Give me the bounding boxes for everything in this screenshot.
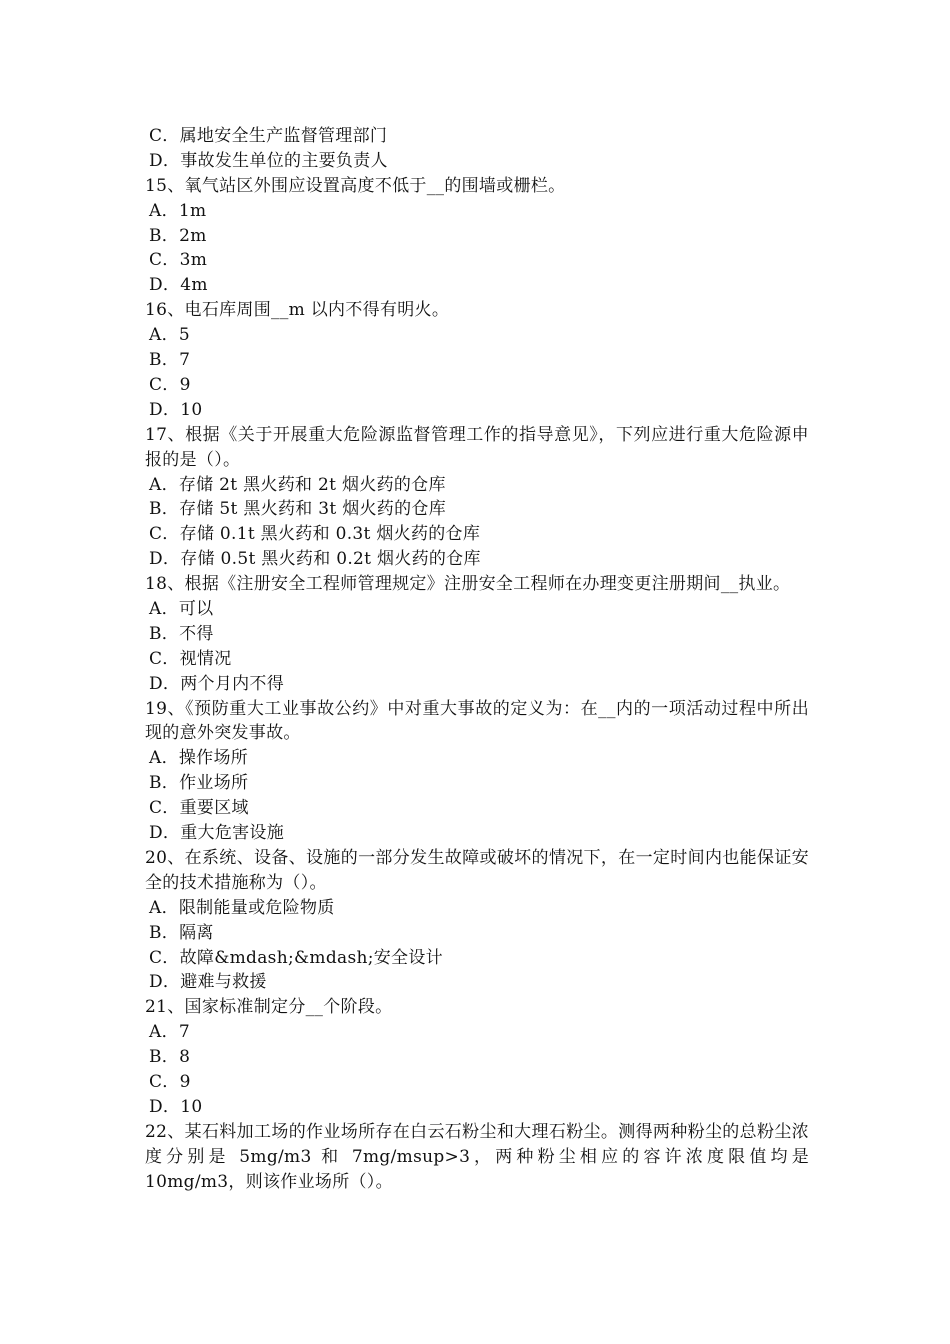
answer-option: B．作业场所 <box>149 773 249 794</box>
answer-option: B．7 <box>149 350 191 371</box>
question-text: 17、根据《关于开展重大危险源监督管理工作的指导意见》，下列应进行重大危险源申报的是（）。 <box>145 424 809 470</box>
answer-option: D．存储 0.5t 黑火药和 0.2t 烟火药的仓库 <box>149 549 481 570</box>
answer-option: A．5 <box>149 325 190 346</box>
answer-option: D．两个月内不得 <box>149 673 285 694</box>
question-text: 15、氧气站区外围应设置高度不低于__的围墙或栅栏。 <box>145 175 566 196</box>
answer-option: D．避难与救援 <box>149 972 267 993</box>
answer-option: A．存储 2t 黑火药和 2t 烟火药的仓库 <box>149 474 446 495</box>
answer-option: D．重大危害设施 <box>149 823 285 844</box>
answer-option: B．隔离 <box>149 922 214 943</box>
answer-option: B．存储 5t 黑火药和 3t 烟火药的仓库 <box>149 499 447 520</box>
answer-option: D．4m <box>149 275 208 296</box>
answer-option: C．9 <box>149 1071 191 1092</box>
answer-option: C．属地安全生产监督管理部门 <box>149 126 388 146</box>
answer-option: D．事故发生单位的主要负责人 <box>149 150 388 171</box>
question-text: 18、根据《注册安全工程师管理规定》注册安全工程师在办理变更注册期间__执业。 <box>145 574 791 595</box>
answer-option: A．限制能量或危险物质 <box>149 897 335 918</box>
answer-option: C．重要区域 <box>149 798 249 819</box>
answer-option: B．2m <box>149 225 207 246</box>
answer-option: A．1m <box>149 200 207 221</box>
answer-option: C．视情况 <box>149 648 232 669</box>
answer-option: A．操作场所 <box>149 748 249 769</box>
answer-option: C．存储 0.1t 黑火药和 0.3t 烟火药的仓库 <box>149 524 481 545</box>
answer-option: C．故障&mdash;&mdash;安全设计 <box>149 947 443 968</box>
answer-option: A．可以 <box>149 598 214 619</box>
question-text: 16、电石库周围__m 以内不得有明火。 <box>145 300 450 321</box>
question-text: 19、《预防重大工业事故公约》中对重大事故的定义为：在__内的一项活动过程中所出现的意外突发事故。 <box>145 698 809 744</box>
answer-option: C．3m <box>149 250 208 271</box>
answer-option: A．7 <box>149 1022 190 1043</box>
question-text: 20、在系统、设备、设施的一部分发生故障或破坏的情况下，在一定时间内也能保证安全的技术措施称为（）。 <box>145 847 809 893</box>
answer-option: B．不得 <box>149 623 214 644</box>
answer-option: D．10 <box>149 399 203 420</box>
answer-option: D．10 <box>149 1096 203 1117</box>
question-text: 21、国家标准制定分__个阶段。 <box>145 997 393 1018</box>
answer-option: C．9 <box>149 374 191 395</box>
answer-option: B．8 <box>149 1047 191 1068</box>
question-text: 22、某石料加工场的作业场所存在白云石粉尘和大理石粉尘。测得两种粉尘的总粉尘浓度分别是 5mg/m3 和 7mg/msup>3，两种粉尘相应的容许浓度限值均是10mg/m3，则该作业场所（）。 <box>145 1121 809 1192</box>
document-page <box>145 124 809 1194</box>
